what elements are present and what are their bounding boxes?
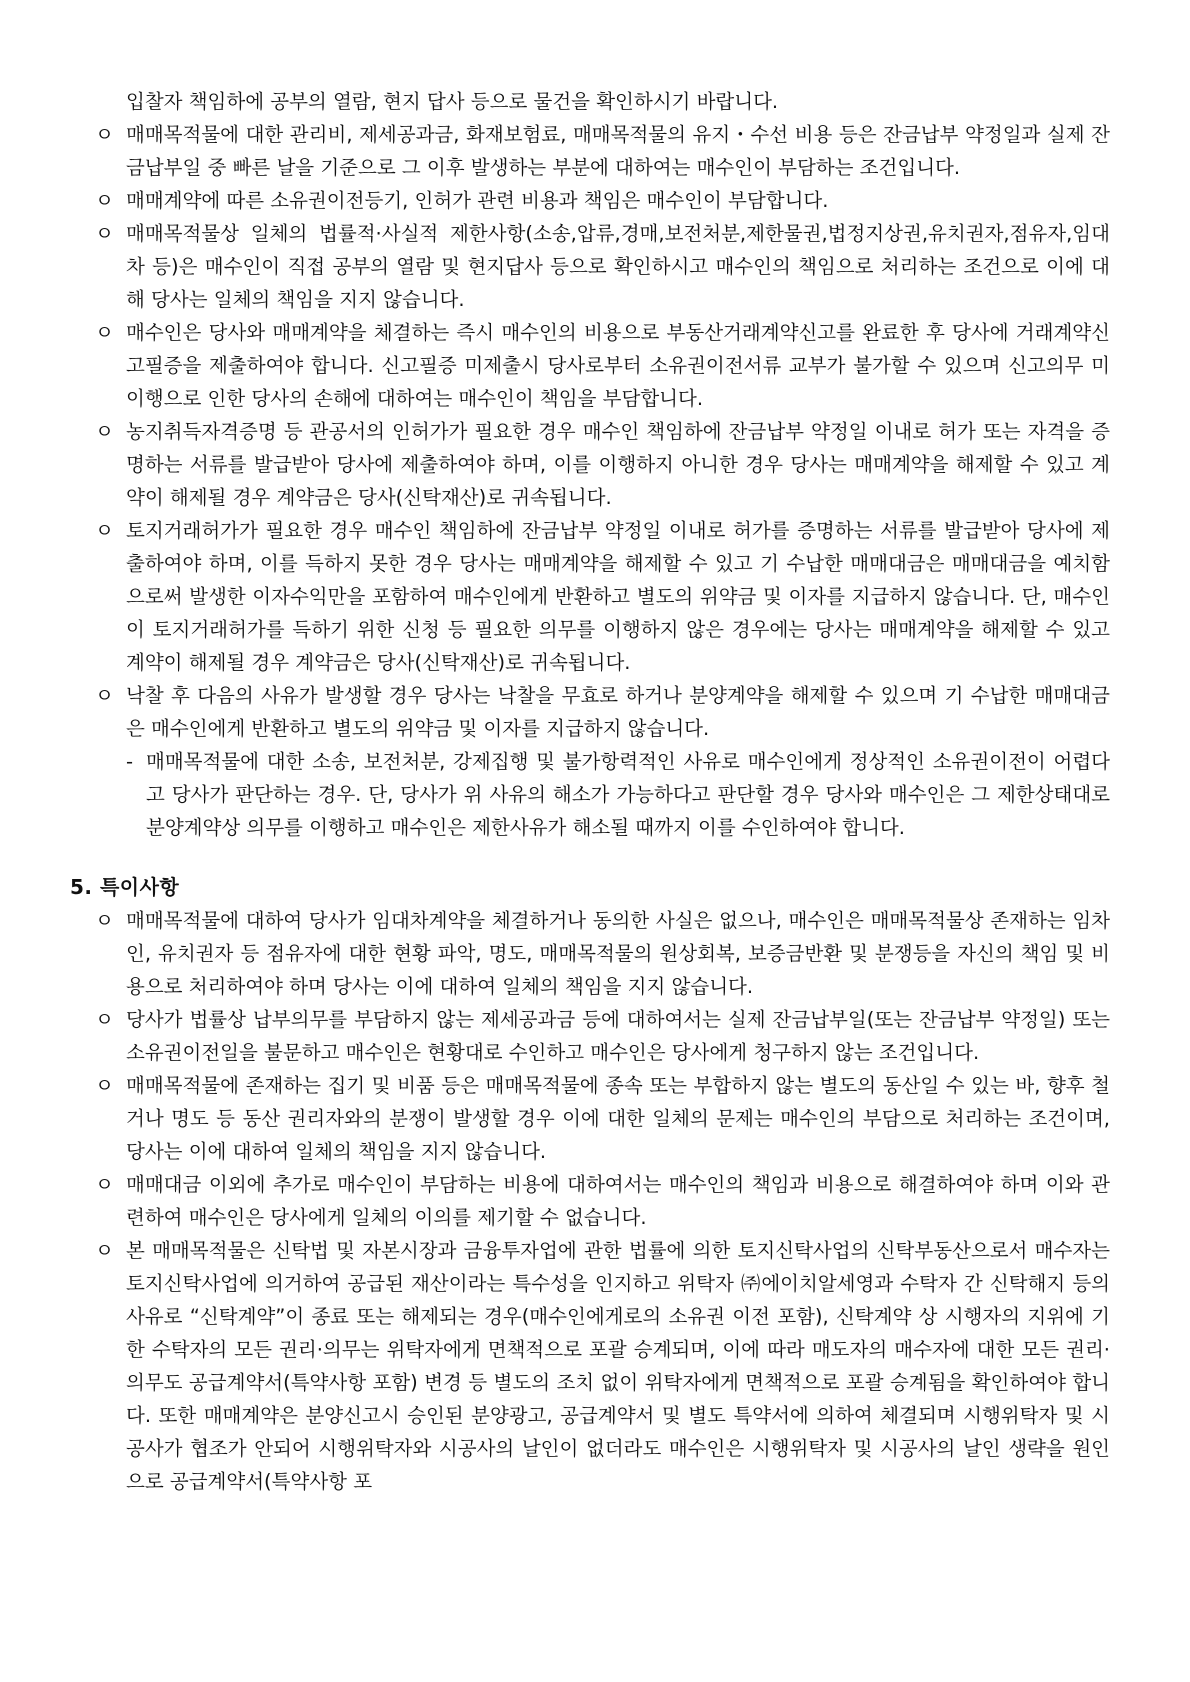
document-body bbox=[70, 85, 1110, 1498]
bullet-icon: ㅇ bbox=[95, 222, 114, 245]
bullet-icon: ㅇ bbox=[95, 1239, 114, 1262]
list-item-text: 매매목적물에 대한 관리비, 제세공과금, 화재보험료, 매매목적물의 유지・수선 비용 등은 잔금납부 약정일과 실제 잔금납부일 중 빠른 날을 기준으로 그 이후 발생하는 부분에 대하여는 매수인이 부담하는 조건입니다. bbox=[126, 123, 1110, 179]
bullet-icon: ㅇ bbox=[95, 321, 114, 344]
list-item-text: 매수인은 당사와 매매계약을 체결하는 즉시 매수인의 비용으로 부동산거래계약신고를 완료한 후 당사에 거래계약신고필증을 제출하여야 합니다. 신고필증 미제출시 당사로부터 소유권이전서류 교부가 불가할 수 있으며 신고의무 미이행으로 인한 당사의 손해에 대하여는 매수인이 책임을 부담합니다. bbox=[126, 321, 1110, 410]
list-item-text: 매매목적물상 일체의 법률적·사실적 제한사항(소송,압류,경매,보전처분,제한물권,법정지상권,유치권자,점유자,임대차 등)은 매수인이 직접 공부의 열람 및 현지답사 등으로 확인하시고 매수인의 책임으로 처리하는 조건으로 이에 대해 당사는 일체의 책임을 지지 않습니다. bbox=[126, 222, 1110, 311]
list-item bbox=[90, 1168, 1110, 1234]
bullet-icon: ㅇ bbox=[95, 1074, 114, 1097]
list-item bbox=[90, 679, 1110, 745]
bullet-icon: ㅇ bbox=[95, 684, 114, 707]
list-item-text: 농지취득자격증명 등 관공서의 인허가가 필요한 경우 매수인 책임하에 잔금납부 약정일 이내로 허가 또는 자격을 증명하는 서류를 발급받아 당사에 제출하여야 하며, 이를 이행하지 아니한 경우 당사는 매매계약을 해제할 수 있고 계약이 해제될 경우 계약금은 당사(신탁재산)로 귀속됩니다. bbox=[126, 420, 1110, 509]
list-item-text: 매매목적물에 대하여 당사가 임대차계약을 체결하거나 동의한 사실은 없으나, 매수인은 매매목적물상 존재하는 임차인, 유치권자 등 점유자에 대한 현황 파악, 명도, 매매목적물의 원상회복, 보증금반환 및 분쟁등을 자신의 책임 및 비용으로 처리하여야 하며 당사는 이에 대하여 일체의 책임을 지지 않습니다. bbox=[126, 909, 1110, 998]
list-item bbox=[90, 1003, 1110, 1069]
list-item bbox=[90, 1069, 1110, 1168]
list-item bbox=[90, 904, 1110, 1003]
section-title: 5. 특이사항 bbox=[70, 875, 180, 899]
bullet-icon: ㅇ bbox=[95, 1173, 114, 1196]
bullet-icon: ㅇ bbox=[95, 909, 114, 932]
bullet-icon: ㅇ bbox=[95, 1008, 114, 1031]
list-item-text: 토지거래허가가 필요한 경우 매수인 책임하에 잔금납부 약정일 이내로 허가를 증명하는 서류를 발급받아 당사에 제출하여야 하며, 이를 득하지 못한 경우 당사는 매매계약을 해제할 수 있고 기 수납한 매매대금은 매매대금을 예치함으로써 발생한 이자수익만을 포함하여 매수인에게 반환하고 별도의 위약금 및 이자를 지급하지 않습니다. 단, 매수인이 토지거래허가를 득하기 위한 신청 등 필요한 의무를 이행하지 않은 경우에는 당사는 매매계약을 해제할 수 있고 계약이 해제될 경우 계약금은 당사(신탁재산)로 귀속됩니다. bbox=[126, 519, 1110, 674]
list-item-text: 당사가 법률상 납부의무를 부담하지 않는 제세공과금 등에 대하여서는 실제 잔금납부일(또는 잔금납부 약정일) 또는 소유권이전일을 불문하고 매수인은 현황대로 수인하고 매수인은 당사에게 청구하지 않는 조건입니다. bbox=[126, 1008, 1110, 1064]
list-item bbox=[90, 118, 1110, 184]
bullet-icon: ㅇ bbox=[95, 519, 114, 542]
list-item-text: 매매대금 이외에 추가로 매수인이 부담하는 비용에 대하여서는 매수인의 책임과 비용으로 해결하여야 하며 이와 관련하여 매수인은 당사에게 일체의 이의를 제기할 수 없습니다. bbox=[126, 1173, 1110, 1229]
dash-icon: - bbox=[126, 750, 134, 773]
list-item-text: 낙찰 후 다음의 사유가 발생할 경우 당사는 낙찰을 무효로 하거나 분양계약을 해제할 수 있으며 기 수납한 매매대금은 매수인에게 반환하고 별도의 위약금 및 이자를 지급하지 않습니다. bbox=[126, 684, 1110, 740]
bullet-icon: ㅇ bbox=[95, 123, 114, 146]
list-item bbox=[90, 415, 1110, 514]
list-item bbox=[90, 1234, 1110, 1498]
bullet-icon: ㅇ bbox=[95, 420, 114, 443]
list-item bbox=[90, 316, 1110, 415]
sub-list-item-text: 매매목적물에 대한 소송, 보전처분, 강제집행 및 불가항력적인 사유로 매수인에게 정상적인 소유권이전이 어렵다고 당사가 판단하는 경우. 단, 당사가 위 사유의 해소가 가능하다고 판단할 경우 당사와 매수인은 그 제한상태대로 분양계약상 의무를 이행하고 매수인은 제한사유가 해소될 때까지 이를 수인하여야 합니다. bbox=[146, 750, 1110, 839]
list-item bbox=[90, 184, 1110, 217]
list-item bbox=[90, 514, 1110, 679]
list-item-text: 매매계약에 따른 소유권이전등기, 인허가 관련 비용과 책임은 매수인이 부담합니다. bbox=[126, 189, 829, 212]
sub-list-item bbox=[90, 745, 1110, 844]
list-item-text: 매매목적물에 존재하는 집기 및 비품 등은 매매목적물에 종속 또는 부합하지 않는 별도의 동산일 수 있는 바, 향후 철거나 명도 등 동산 권리자와의 분쟁이 발생할 경우 이에 대한 일체의 문제는 매수인의 부담으로 처리하는 조건이며, 당사는 이에 대하여 일체의 책임을 지지 않습니다. bbox=[126, 1074, 1110, 1163]
list-item-text: 본 매매목적물은 신탁법 및 자본시장과 금융투자업에 관한 법률에 의한 토지신탁사업의 신탁부동산으로서 매수자는 토지신탁사업에 의거하여 공급된 재산이라는 특수성을 인지하고 위탁자 ㈜에이치알세영과 수탁자 간 신탁해지 등의 사유로 “신탁계약”이 종료 또는 해제되는 경우(매수인에게로의 소유권 이전 포함), 신탁계약 상 시행자의 지위에 기한 수탁자의 모든 권리·의무는 위탁자에게 면책적으로 포괄 승계되며, 이에 따라 매도자의 매수자에 대한 모든 권리·의무도 공급계약서(특약사항 포함) 변경 등 별도의 조치 없이 위탁자에게 면책적으로 포괄 승계됨을 확인하여야 합니다. 또한 매매계약은 분양신고시 승인된 분양광고, 공급계약서 및 별도 특약서에 의하여 체결되며 시행위탁자 및 시공사가 협조가 안되어 시행위탁자와 시공사의 날인이 없더라도 매수인은 시행위탁자 및 시공사의 날인 생략을 원인으로 공급계약서(특약사항 포 bbox=[126, 1239, 1110, 1493]
lead-paragraph: 입찰자 책임하에 공부의 열람, 현지 답사 등으로 물건을 확인하시기 바랍니다. bbox=[126, 90, 779, 113]
list-item bbox=[90, 217, 1110, 316]
bullet-icon: ㅇ bbox=[95, 189, 114, 212]
